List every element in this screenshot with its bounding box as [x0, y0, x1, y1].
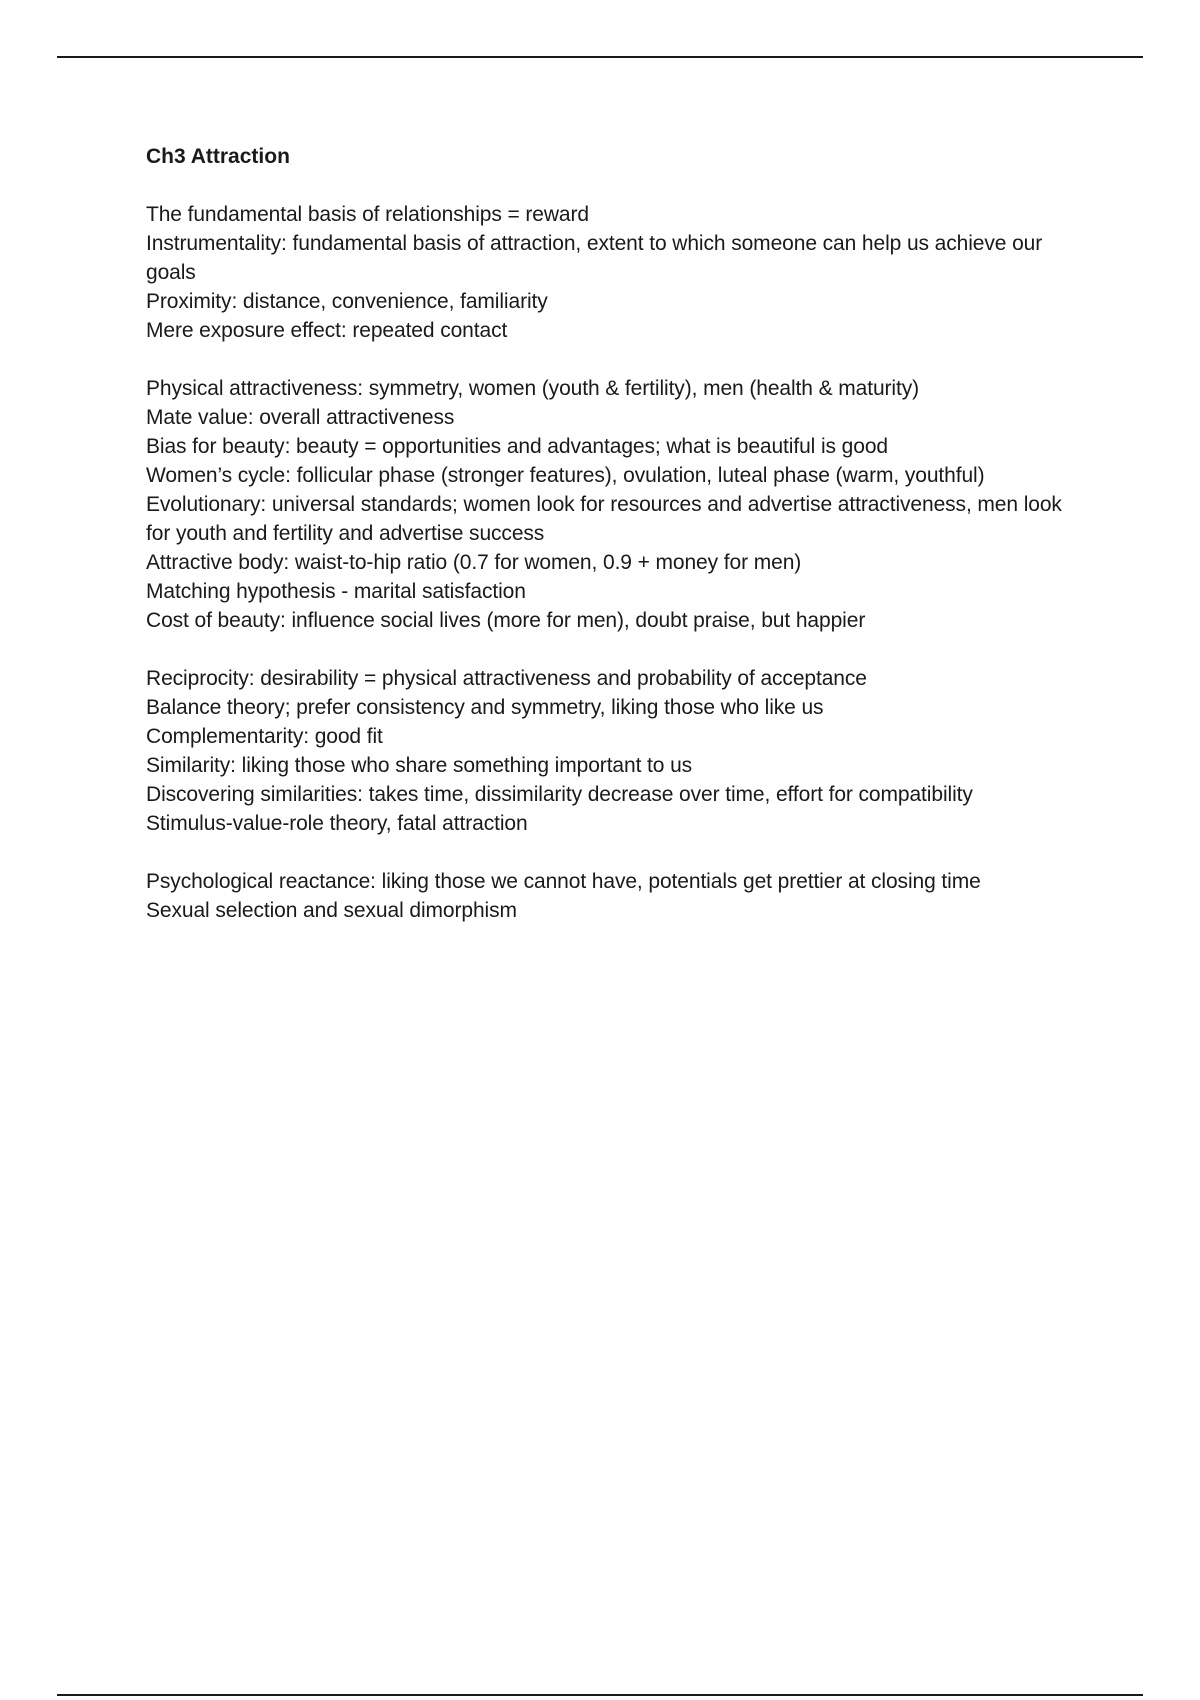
text-line: Psychological reactance: liking those we cannot have, potentials get prettier at closing time — [146, 870, 981, 893]
text-line: Matching hypothesis - marital satisfaction — [146, 580, 526, 603]
document-body — [146, 142, 1086, 954]
text-line: Mate value: overall attractiveness — [146, 406, 455, 429]
text-line: Similarity: liking those who share something important to us — [146, 754, 693, 777]
text-line: Discovering similarities: takes time, dissimilarity decrease over time, effort for compatibility — [146, 783, 973, 806]
text-line: Stimulus-value-role theory, fatal attraction — [146, 812, 528, 835]
text-line: Reciprocity: desirability = physical attractiveness and probability of acceptance — [146, 667, 867, 690]
section-4 — [146, 867, 1086, 925]
text-line: Mere exposure effect: repeated contact — [146, 319, 508, 342]
header-rule — [57, 56, 1143, 58]
text-line: Bias for beauty: beauty = opportunities and advantages; what is beautiful is good — [146, 435, 888, 458]
text-line: Physical attractiveness: symmetry, women (youth & fertility), men (health & maturity) — [146, 377, 920, 400]
text-line: Sexual selection and sexual dimorphism — [146, 899, 517, 922]
text-line: Proximity: distance, convenience, familiarity — [146, 290, 548, 313]
footer-rule — [57, 1694, 1143, 1696]
text-line: Attractive body: waist-to-hip ratio (0.7 for women, 0.9 + money for men) — [146, 551, 802, 574]
text-line: Balance theory; prefer consistency and symmetry, liking those who like us — [146, 696, 824, 719]
section-3 — [146, 664, 1086, 838]
section-1 — [146, 200, 1086, 345]
text-line: The fundamental basis of relationships = reward — [146, 203, 589, 226]
text-line: Women’s cycle: follicular phase (stronger features), ovulation, luteal phase (warm, youthful) — [146, 464, 985, 487]
text-line: Evolutionary: universal standards; women look for resources and advertise attractiveness, men look for youth and fertility and advertise success — [146, 493, 1062, 545]
text-line: Instrumentality: fundamental basis of attraction, extent to which someone can help us achieve our goals — [146, 232, 1043, 284]
text-line: Cost of beauty: influence social lives (more for men), doubt praise, but happier — [146, 609, 866, 632]
document-title: Ch3 Attraction — [146, 145, 290, 168]
text-line: Complementarity: good fit — [146, 725, 383, 748]
section-2 — [146, 374, 1086, 635]
